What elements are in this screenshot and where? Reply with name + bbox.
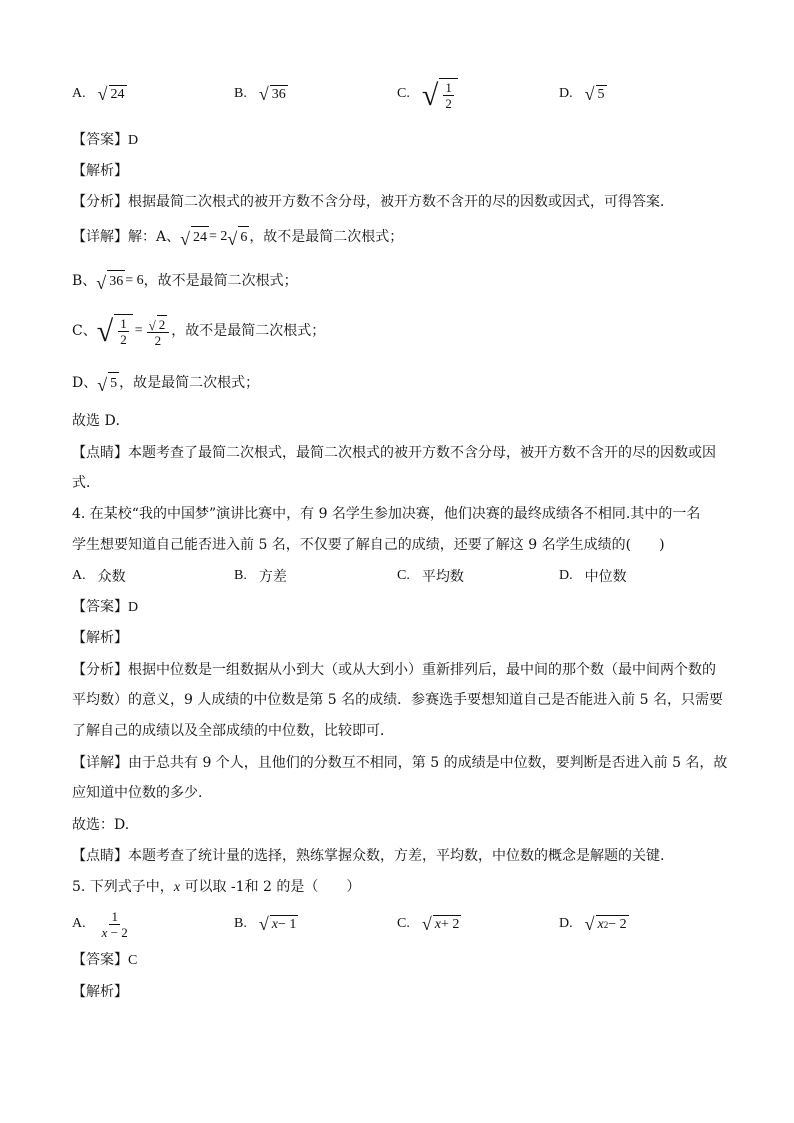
q4-stem-1: 4. 在某校“我的中国梦”演讲比赛中，有 9 名学生参加决赛，他们决赛的最终成绩各不相同.其中的一名: [72, 506, 701, 522]
q4-option-d: D. 中位数: [559, 568, 627, 585]
q3-detail-a: 【详解】 解：A、 √ 24 = 2 √ 6 ，故不是最简二次根式；: [72, 226, 403, 248]
q5-option-d: D. √ x 2 − 2: [559, 914, 627, 934]
q4-dianjing: 【点睛】本题考查了统计量的选择，熟练掌握众数，方差，平均数，中位数的概念是解题的关键.: [72, 848, 665, 864]
q4-detail-1: 【详解】由于总共有 9 个人，且他们的分数互不相同，第 5 的成绩是中位数，要判断是否进入前 5 名，故: [72, 755, 728, 771]
sqrt-expression: √ $\frac{1}{2}$: [422, 78, 458, 111]
q4-answer: 【答案】D: [72, 599, 139, 615]
q3-analysis-header: 【解析】: [72, 163, 128, 179]
q3-choose: 故选 D．: [72, 413, 130, 429]
q5-options: [72, 904, 732, 944]
q4-options: [72, 556, 732, 596]
q5-stem: 5. 下列式子中，x 可以取 -1和 2 的是（ ）: [72, 879, 361, 895]
q5-option-c: C. √ x + 2: [397, 914, 460, 934]
q4-option-b: B. 方差: [234, 568, 287, 585]
q3-detail-c: C、 √ $\frac{1}{2}$ = √ 2 2 ，故不是最简二次根式；: [72, 315, 326, 349]
q4-choose: 故选：D.: [72, 817, 130, 833]
q4-option-a: A. 众数: [72, 568, 126, 585]
q5-answer: 【答案】C: [72, 952, 138, 968]
q5-analysis-header: 【解析】: [72, 984, 128, 1000]
q3-detail-b: B、 √ 36 = 6 ，故不是最简二次根式；: [72, 270, 298, 292]
q4-analysis-header: 【解析】: [72, 630, 128, 646]
q3-options: [72, 74, 732, 114]
q3-fenxi: 【分析】根据最简二次根式的被开方数不含分母，被开方数不含开的尽的因数或因式，可得答案．: [72, 194, 674, 210]
q3-option-a: A. √ 24: [72, 84, 125, 104]
q3-option-c: C. √ $\frac{1}{2}$: [397, 74, 458, 114]
sqrt-expression: √ 5: [584, 84, 605, 104]
q3-detail-d: D、 √ 5 ，故是最简二次根式；: [72, 372, 259, 394]
q4-option-c: C. 平均数: [397, 568, 464, 585]
sqrt-expression: √ 24: [97, 84, 125, 104]
q4-fenxi-3: 了解自己的成绩以及全部成绩的中位数，比较即可．: [72, 723, 394, 739]
q5-option-a: A. $\frac{1}{x - 2}$: [72, 908, 128, 940]
q4-fenxi-2: 平均数）的意义，9 人成绩的中位数是第 5 名的成绩．参赛选手要想知道自己是否能进入前 5 名，只需要: [72, 692, 723, 708]
q3-answer: 【答案】D: [72, 132, 139, 148]
q3-dianjing-2: 式．: [72, 475, 100, 491]
q5-option-b: B. √ x − 1: [234, 914, 297, 934]
q3-dianjing-1: 【点睛】本题考查了最简二次根式，最简二次根式的被开方数不含分母，被开方数不含开的尽的因数或因: [72, 445, 716, 461]
q4-fenxi-1: 【分析】根据中位数是一组数据从小到大（或从大到小）重新排列后，最中间的那个数（最中间两个数的: [72, 662, 716, 678]
q3-option-d: D. √ 5: [559, 84, 605, 104]
q4-stem-2: 学生想要知道自己能否进入前 5 名，不仅要了解自己的成绩，还要了解这 9 名学生成绩的( ): [72, 537, 665, 553]
sqrt-expression: √ 36: [258, 84, 286, 104]
q3-option-b: B. √ 36: [234, 84, 286, 104]
q4-detail-2: 应知道中位数的多少.: [72, 785, 203, 801]
